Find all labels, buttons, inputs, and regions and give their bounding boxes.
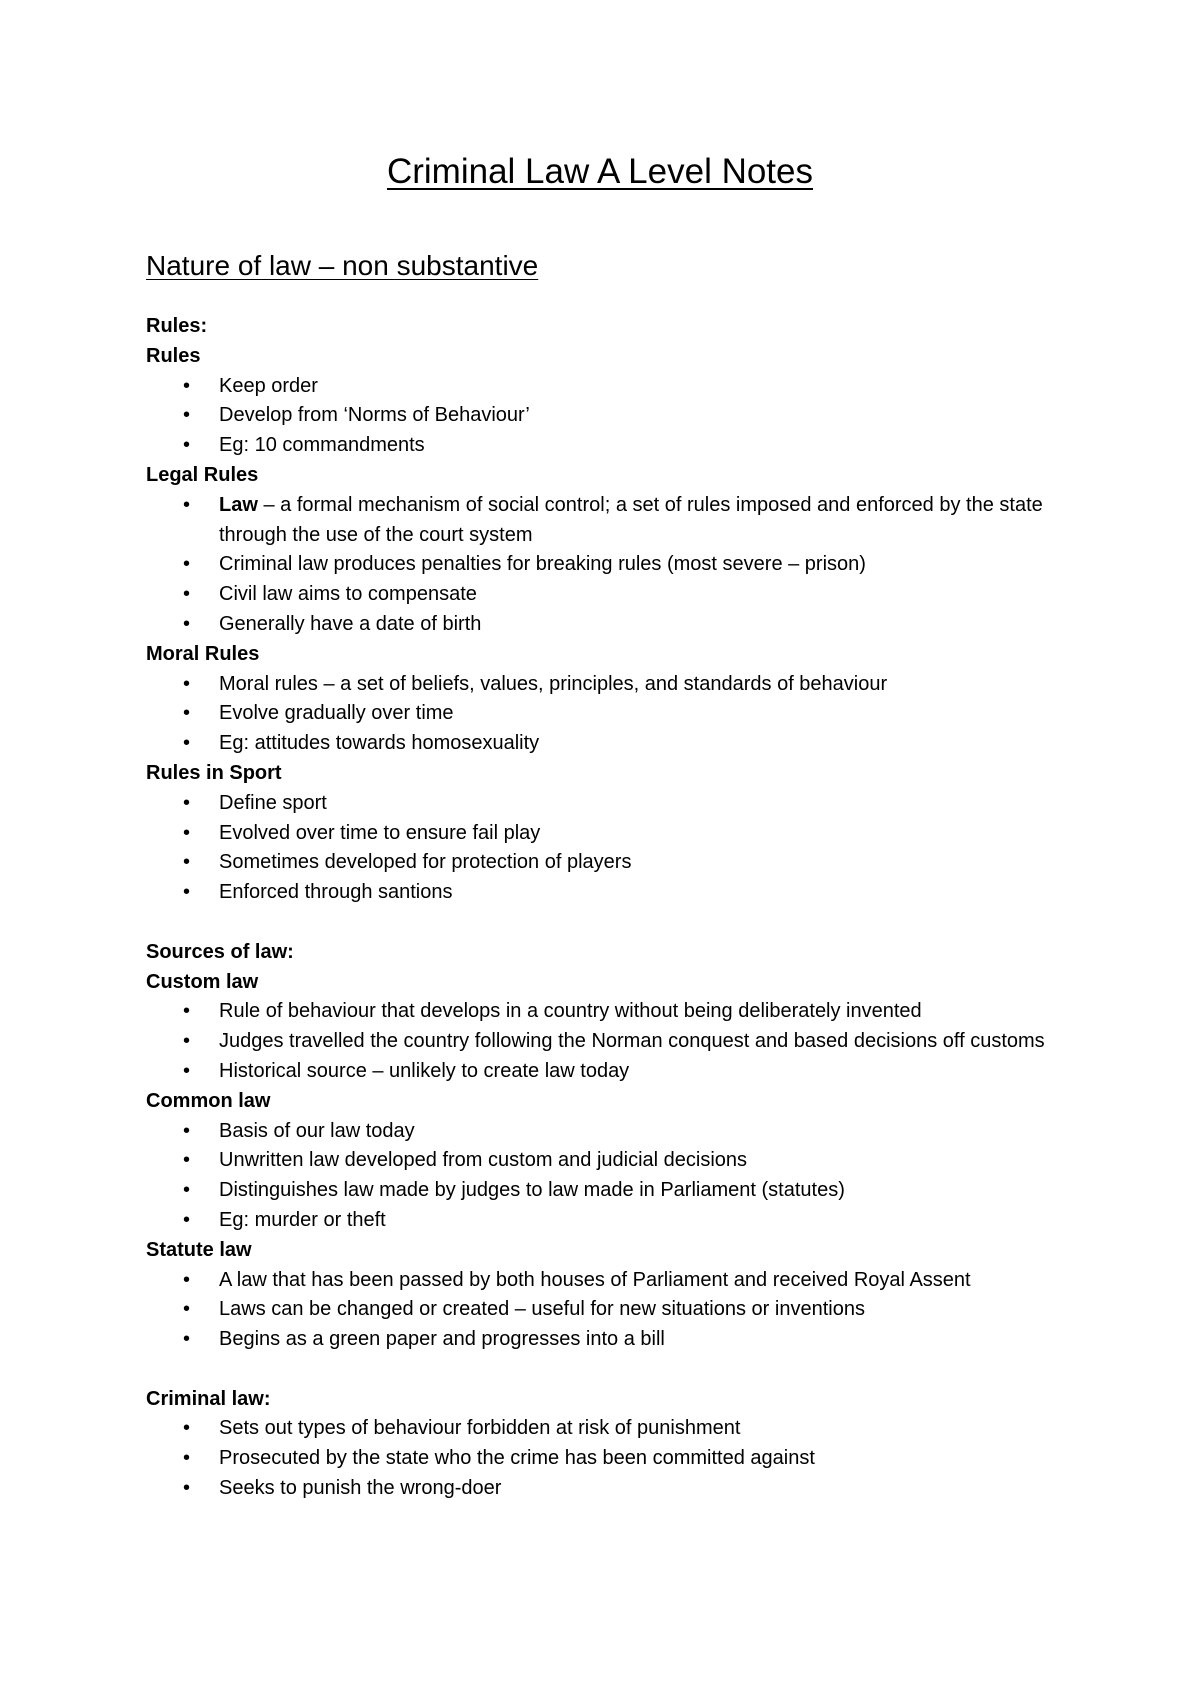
custom-law-list: [146, 997, 1076, 1086]
list-item: • Rule of behaviour that develops in a country without being deliberately invented: [146, 997, 1076, 1027]
list-item: • Basis of our law today: [146, 1117, 1076, 1147]
list-item: • Historical source – unlikely to create law today: [146, 1057, 1076, 1087]
custom-law-label: Custom law: [146, 970, 259, 993]
list-item: • Seeks to punish the wrong-doer: [146, 1474, 1076, 1504]
spacer: [146, 908, 1076, 938]
list-item: • Prosecuted by the state who the crime has been committed against: [146, 1444, 1076, 1474]
moral-rules-list: [146, 670, 1076, 759]
rules-in-sport-label: Rules in Sport: [146, 761, 282, 784]
list-item: • Begins as a green paper and progresses into a bill: [146, 1325, 1076, 1355]
list-item: • Judges travelled the country following the Norman conquest and based decisions off customs: [146, 1027, 1076, 1057]
list-item: • Eg: 10 commandments: [146, 431, 1076, 461]
list-item: • Enforced through santions: [146, 878, 1076, 908]
list-item: • Sets out types of behaviour forbidden at risk of punishment: [146, 1414, 1076, 1444]
statute-law-list: [146, 1266, 1076, 1355]
rules-group-list: [146, 372, 1076, 461]
rules-in-sport-list: [146, 789, 1076, 908]
list-item: • Keep order: [146, 372, 1076, 402]
list-item: • Civil law aims to compensate: [146, 580, 1076, 610]
law-definition: – a formal mechanism of social control; a set of rules imposed and enforced by the state through the use of the court system: [219, 493, 1043, 546]
legal-rules-label: Legal Rules: [146, 463, 259, 486]
law-term: Law: [219, 493, 258, 516]
statute-law-label: Statute law: [146, 1238, 252, 1261]
list-item: • Define sport: [146, 789, 1076, 819]
criminal-law-list: [146, 1414, 1076, 1503]
sources-section-label: Sources of law:: [146, 940, 294, 963]
spacer: [146, 1355, 1076, 1385]
list-item: • Develop from ‘Norms of Behaviour’: [146, 401, 1076, 431]
list-item: • Sometimes developed for protection of players: [146, 848, 1076, 878]
legal-rules-list: [146, 491, 1076, 640]
list-item: • A law that has been passed by both houses of Parliament and received Royal Assent: [146, 1266, 1076, 1296]
list-item: • Moral rules – a set of beliefs, values, principles, and standards of behaviour: [146, 670, 1076, 700]
document-title: Criminal Law A Level Notes: [386, 152, 814, 191]
list-item: • Evolve gradually over time: [146, 699, 1076, 729]
notes-body: [146, 312, 1076, 1504]
common-law-list: [146, 1117, 1076, 1236]
list-item: • Distinguishes law made by judges to law made in Parliament (statutes): [146, 1176, 1076, 1206]
list-item: • Criminal law produces penalties for breaking rules (most severe – prison): [146, 550, 1076, 580]
list-item: • Eg: murder or theft: [146, 1206, 1076, 1236]
criminal-law-section-label: Criminal law:: [146, 1387, 271, 1410]
list-item: • Laws can be changed or created – useful for new situations or inventions: [146, 1295, 1076, 1325]
list-item-law-definition: [146, 491, 1076, 551]
list-item: • Evolved over time to ensure fail play: [146, 819, 1076, 849]
list-item: • Unwritten law developed from custom and judicial decisions: [146, 1146, 1076, 1176]
list-item: • Generally have a date of birth: [146, 610, 1076, 640]
list-item: • Eg: attitudes towards homosexuality: [146, 729, 1076, 759]
rules-section-label: Rules:: [146, 315, 208, 337]
section-heading-nature-of-law: Nature of law – non substantive: [146, 250, 539, 281]
rules-group-label: Rules: [146, 344, 201, 367]
moral-rules-label: Moral Rules: [146, 642, 260, 665]
common-law-label: Common law: [146, 1089, 271, 1112]
